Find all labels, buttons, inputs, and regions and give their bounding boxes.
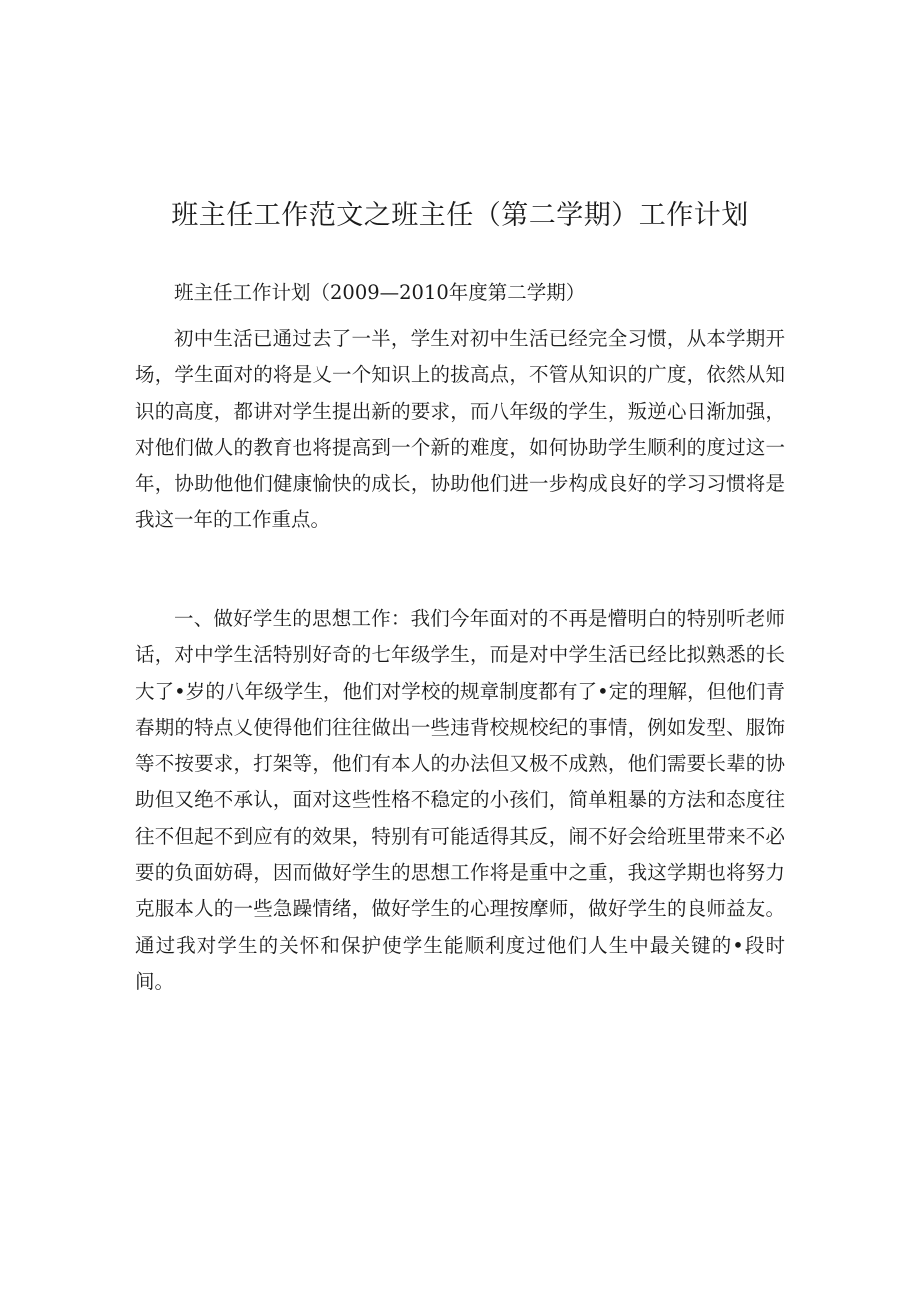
document-title: 班主任工作范文之班主任（第二学期）工作计划 [171,200,749,231]
document-subtitle: 班主任工作计划（2009—2010年度第二学期） [174,281,586,304]
paragraph-ideology-work: 一、做好学生的思想工作：我们今年面对的不再是懵明白的特别听老师话，对中学生活特别好奇的七年级学生，而是对中学生活已经比拟熟悉的长大了•岁的八年级学生，他们对学校的规章制度都有了•定的理解，但他们青春期的特点乂使得他们往往做出一些违背校规校纪的事情，例如发型、服饰等不按要求，打架等，他们有本人的办法但又极不成熟，他们需要长辈的协助但又绝不承认，面对这些性格不稳定的小孩们，简单粗暴的方法和态度往往不但起不到应有的效果，特别有可能适得其反，闹不好会给班里带来不必要的负面妨碍，因而做好学生的思想工作将是重中之重，我这学期也将努力克服本人的一些急躁情绪，做好学生的心理按摩师，做好学生的良师益友。通过我对学生的关怀和保护使学生能顺利度过他们人生中最关键的•段时间。 [135,607,785,993]
paragraph-intro: 初中生活已通过去了一半，学生对初中生活已经完全习惯，从本学期开场，学生面对的将是乂一个知识上的拔高点，不管从知识的广度，依然从知识的高度，都讲对学生提出新的要求，而八年级的学生，叛逆心日渐加强，对他们做人的教育也将提高到一个新的难度，如何协助学生顺利的度过这一年，协助他他们健康愉快的成长，协助他们进一步构成良好的学习习惯将是我这一年的工作重点。 [135,327,785,532]
